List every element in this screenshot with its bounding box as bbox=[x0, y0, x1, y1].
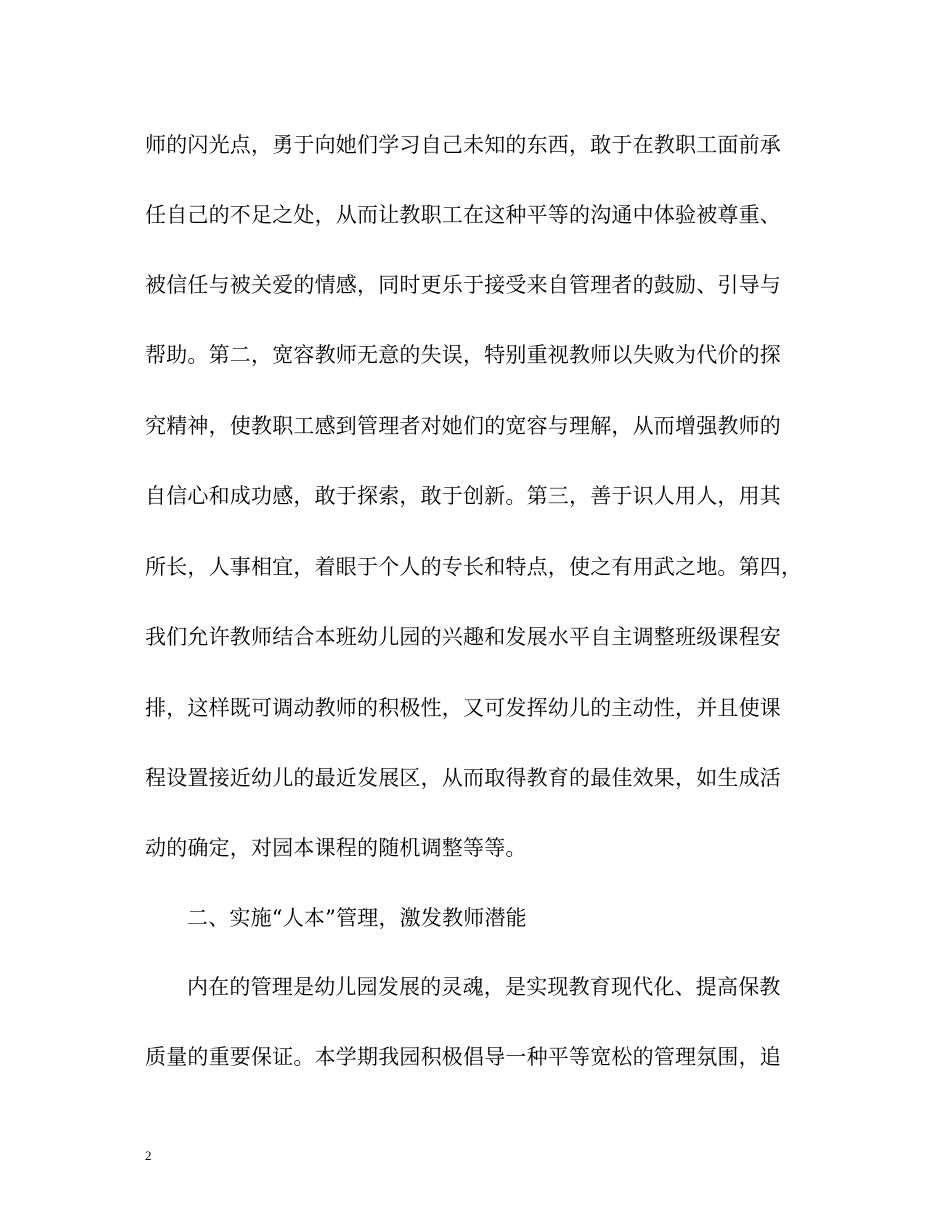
text-line: 任自己的不足之处，从而让教职工在这种平等的沟通中体验被尊重、 bbox=[145, 203, 781, 227]
text-line: 帮助。第二，宽容教师无意的失误，特别重视教师以失败为代价的探 bbox=[145, 343, 781, 367]
text-line: 师的闪光点，勇于向她们学习自己未知的东西，敢于在教职工面前承 bbox=[145, 133, 781, 157]
text-line: 质量的重要保证。本学期我园积极倡导一种平等宽松的管理氛围，追 bbox=[145, 1045, 781, 1069]
text-line: 程设置接近幼儿的最近发展区，从而取得教育的最佳效果，如生成活 bbox=[145, 766, 781, 790]
section-heading: 二、实施“人本”管理，激发教师潜能 bbox=[187, 906, 527, 930]
text-line: 所长，人事相宜，着眼于个人的专长和特点，使之有用武之地。第四， bbox=[145, 555, 803, 579]
text-line: 排，这样既可调动教师的积极性，又可发挥幼儿的主动性，并且使课 bbox=[145, 696, 781, 720]
text-line: 内在的管理是幼儿园发展的灵魂，是实现教育现代化、提高保教 bbox=[187, 975, 781, 999]
text-line: 我们允许教师结合本班幼儿园的兴趣和发展水平自主调整班级课程安 bbox=[145, 625, 781, 649]
page-number: 2 bbox=[145, 1148, 152, 1163]
text-line: 动的确定，对园本课程的随机调整等等。 bbox=[145, 836, 527, 860]
text-line: 究精神，使教职工感到管理者对她们的宽容与理解，从而增强教师的 bbox=[145, 414, 781, 438]
text-line: 被信任与被关爱的情感，同时更乐于接受来自管理者的鼓励、引导与 bbox=[145, 273, 781, 297]
text-line: 自信心和成功感，敢于探索，敢于创新。第三，善于识人用人，用其 bbox=[145, 484, 781, 508]
